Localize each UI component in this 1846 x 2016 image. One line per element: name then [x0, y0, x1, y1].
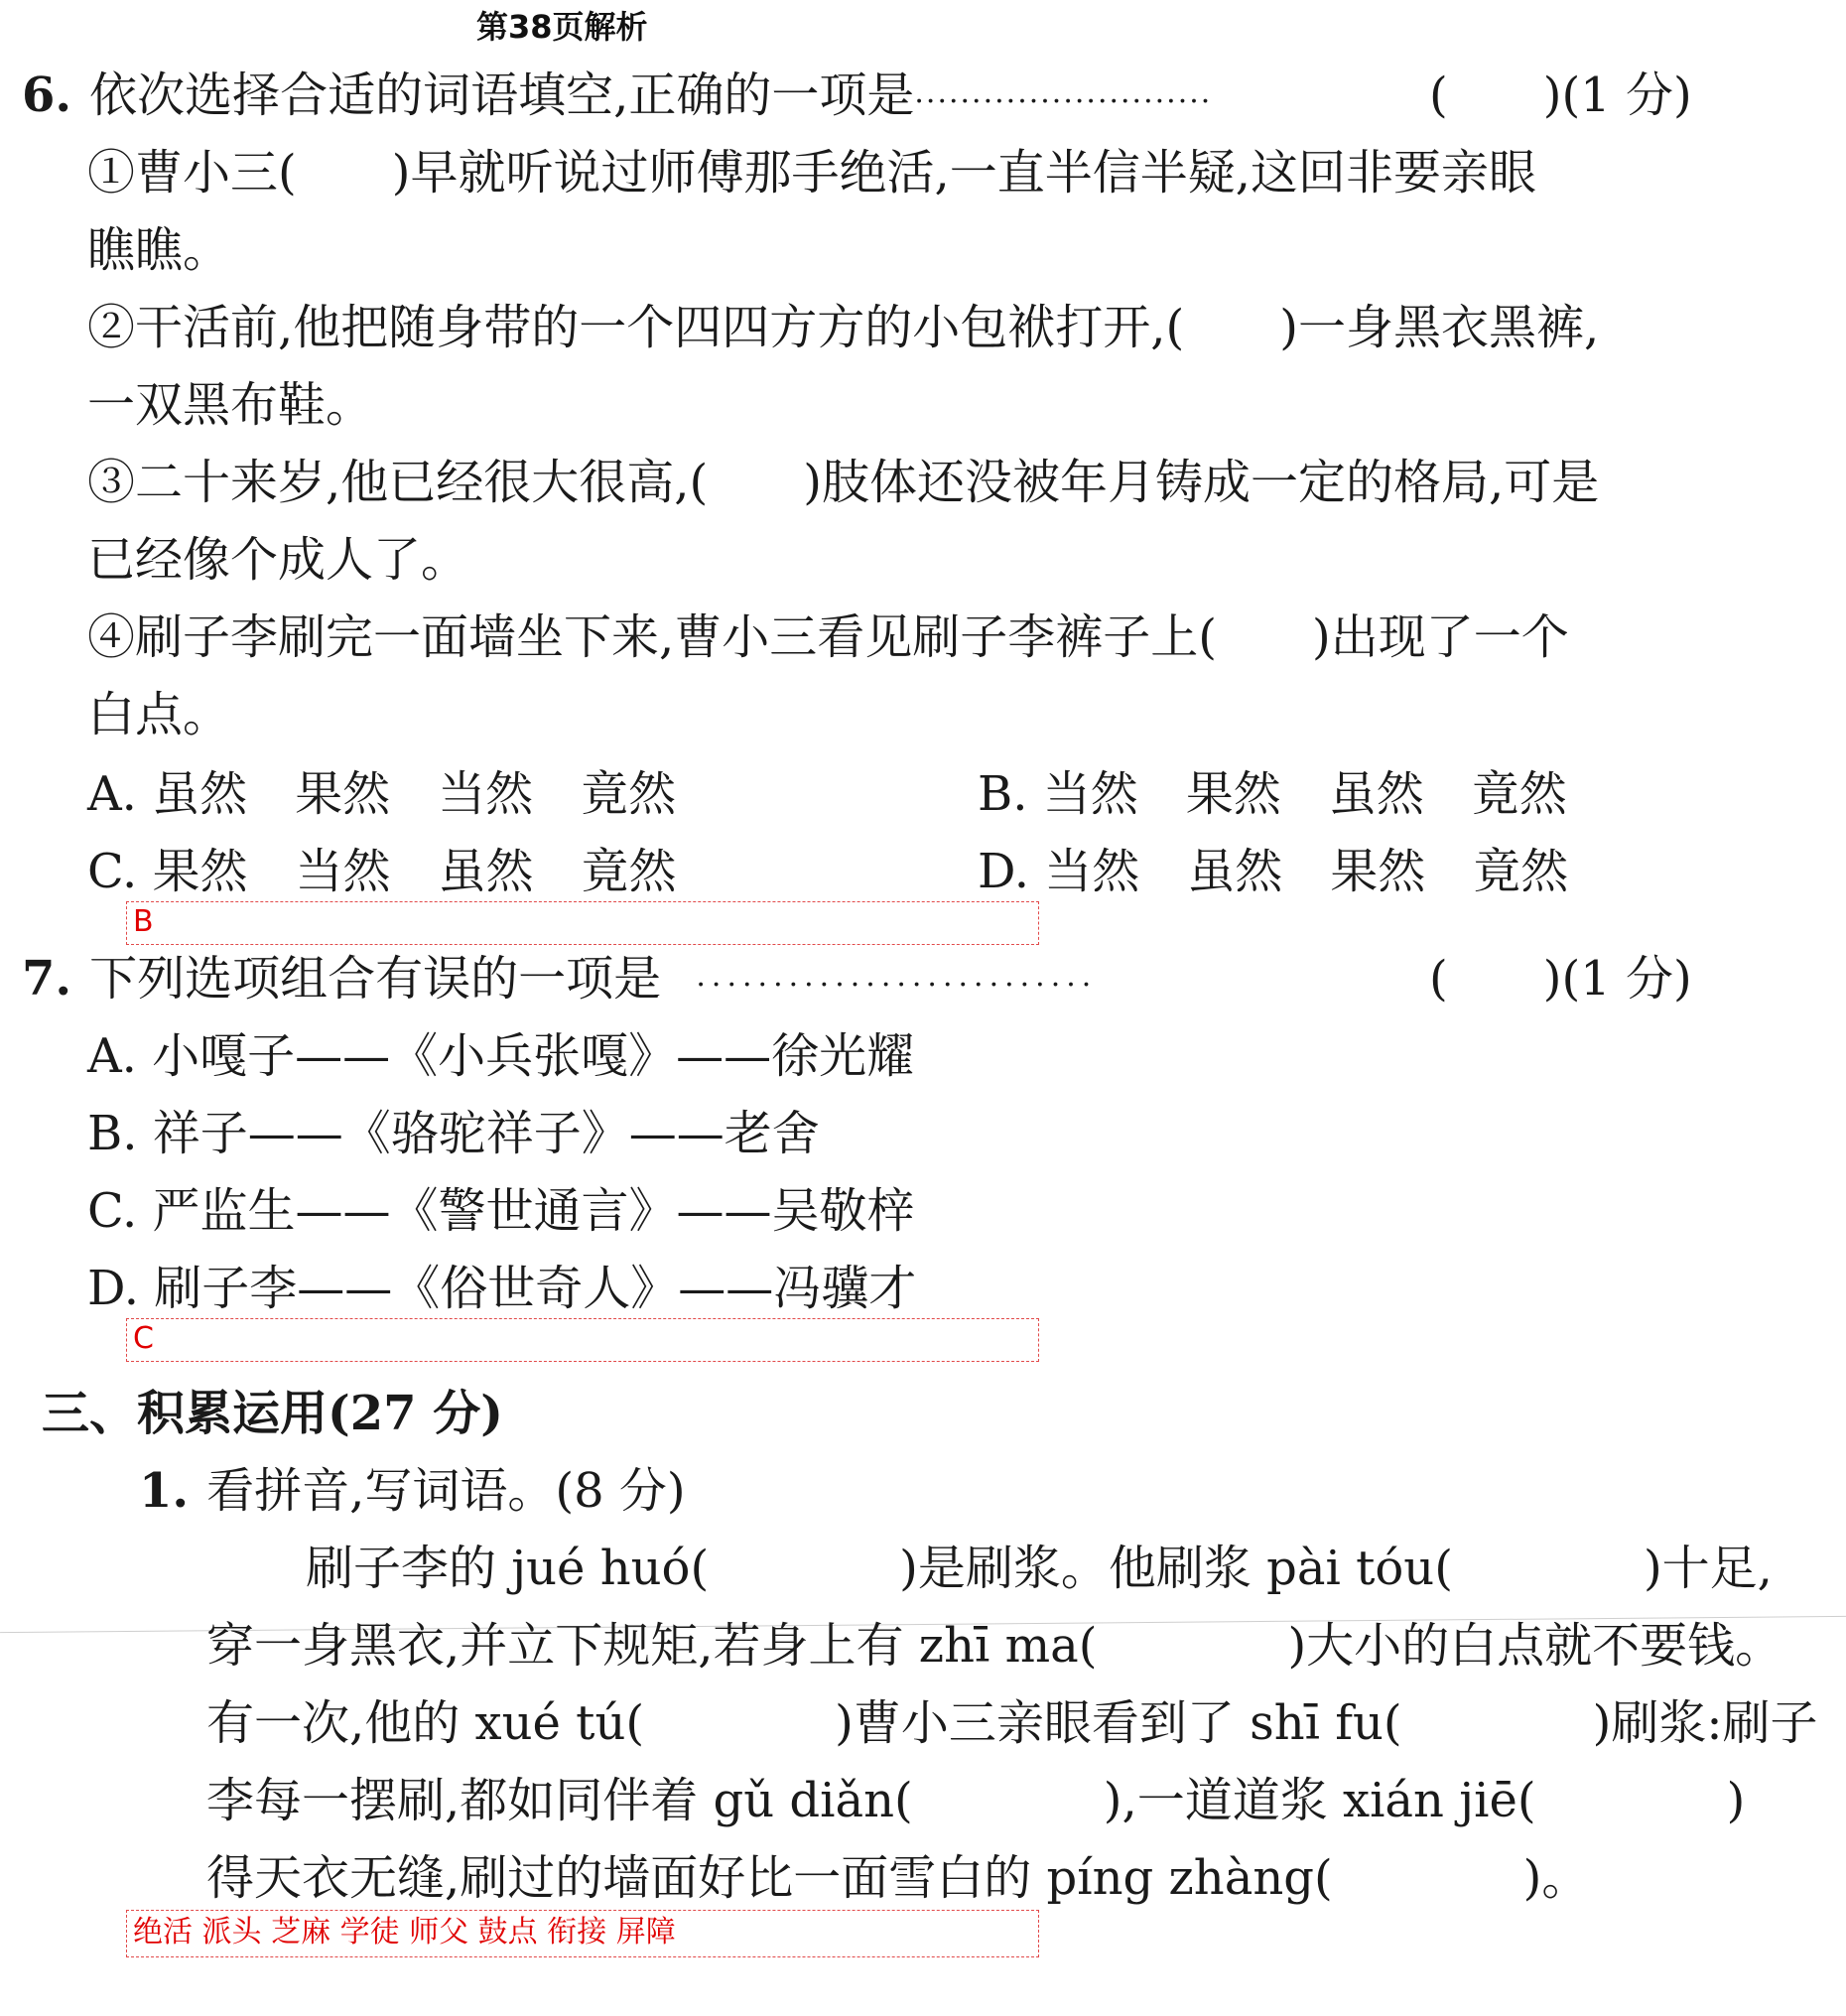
q7-option-d: D. 刷子李——《俗世奇人》——冯骥才	[87, 1261, 917, 1316]
q6-stem	[22, 67, 1212, 130]
s3-q1-line-5: 得天衣无缝,刷过的墙面好比一面雪白的 píng zhàng( )。	[206, 1850, 1590, 1906]
q6-line-6: 已经像个成人了。	[87, 532, 469, 588]
q6-score: ( )(1 分)	[1429, 67, 1692, 123]
q6-number: 6.	[22, 67, 72, 123]
q7-stem	[22, 951, 1097, 1013]
q6-option-d: D. 当然 虽然 果然 竟然	[978, 844, 1569, 899]
q6-line-8: 白点。	[87, 687, 231, 742]
s3-q1-stem	[139, 1463, 686, 1519]
q7-answer-box: C	[126, 1318, 1039, 1362]
s3-q1-line-4: 李每一摆刷,都如同伴着 gǔ diǎn( ),一道道浆 xián jiē( )	[206, 1773, 1746, 1828]
q7-score: ( )(1 分)	[1429, 951, 1692, 1007]
q6-line-2: 瞧瞧。	[87, 222, 231, 278]
s3-q1-line-3: 有一次,他的 xué tú( )曹小三亲眼看到了 shī fu( )刷浆:刷子	[206, 1695, 1818, 1751]
q6-line-3: ②干活前,他把随身带的一个四四方方的小包袱打开,( )一身黑衣黑裤,	[87, 300, 1600, 355]
q6-line-5: ③二十来岁,他已经很大很高,( )肢体还没被年月铸成一定的格局,可是	[87, 455, 1600, 510]
q6-option-a: A. 虽然 果然 当然 竟然	[87, 766, 677, 822]
q6-option-b: B. 当然 果然 虽然 竟然	[978, 766, 1567, 822]
s3-q1-line-2: 穿一身黑衣,并立下规矩,若身上有 zhī ma( )大小的白点就不要钱。	[206, 1618, 1783, 1674]
s3-q1-number: 1.	[139, 1463, 190, 1519]
q7-number: 7.	[22, 951, 72, 1007]
q6-stem-text: 依次选择合适的词语填空,正确的一项是	[89, 67, 915, 123]
q7-option-a: A. 小嘎子——《小兵张嘎》——徐光耀	[87, 1028, 915, 1084]
s3-q1-answer-box: 绝活 派头 芝麻 学徒 师父 鼓点 衔接 屏障	[126, 1910, 1039, 1957]
s3-q1-line-1: 刷子李的 jué huó( )是刷浆。他刷浆 pài tóu( )十足,	[306, 1541, 1773, 1596]
q7-option-c: C. 严监生——《警世通言》——吴敬梓	[87, 1183, 915, 1239]
q6-line-4: 一双黑布鞋。	[87, 377, 374, 433]
s3-q1-stem-text: 看拼音,写词语。(8 分)	[206, 1463, 686, 1519]
section3-title: 三、积累运用(27 分)	[42, 1386, 503, 1441]
q7-stem-text: 下列选项组合有误的一项是	[89, 951, 662, 1007]
q7-option-b: B. 祥子——《骆驼祥子》——老舍	[87, 1106, 820, 1161]
page-header: 第38页解析	[476, 8, 648, 46]
q6-line-1: ①曹小三( )早就听说过师傅那手绝活,一直半信半疑,这回非要亲眼	[87, 145, 1536, 201]
q7-dots: ··························	[696, 968, 1098, 1003]
q6-answer-box: B	[126, 901, 1039, 945]
q6-dots: ··························	[914, 84, 1213, 119]
q6-line-7: ④刷子李刷完一面墙坐下来,曹小三看见刷子李裤子上( )出现了一个	[87, 609, 1569, 665]
q6-option-c: C. 果然 当然 虽然 竟然	[87, 844, 677, 899]
